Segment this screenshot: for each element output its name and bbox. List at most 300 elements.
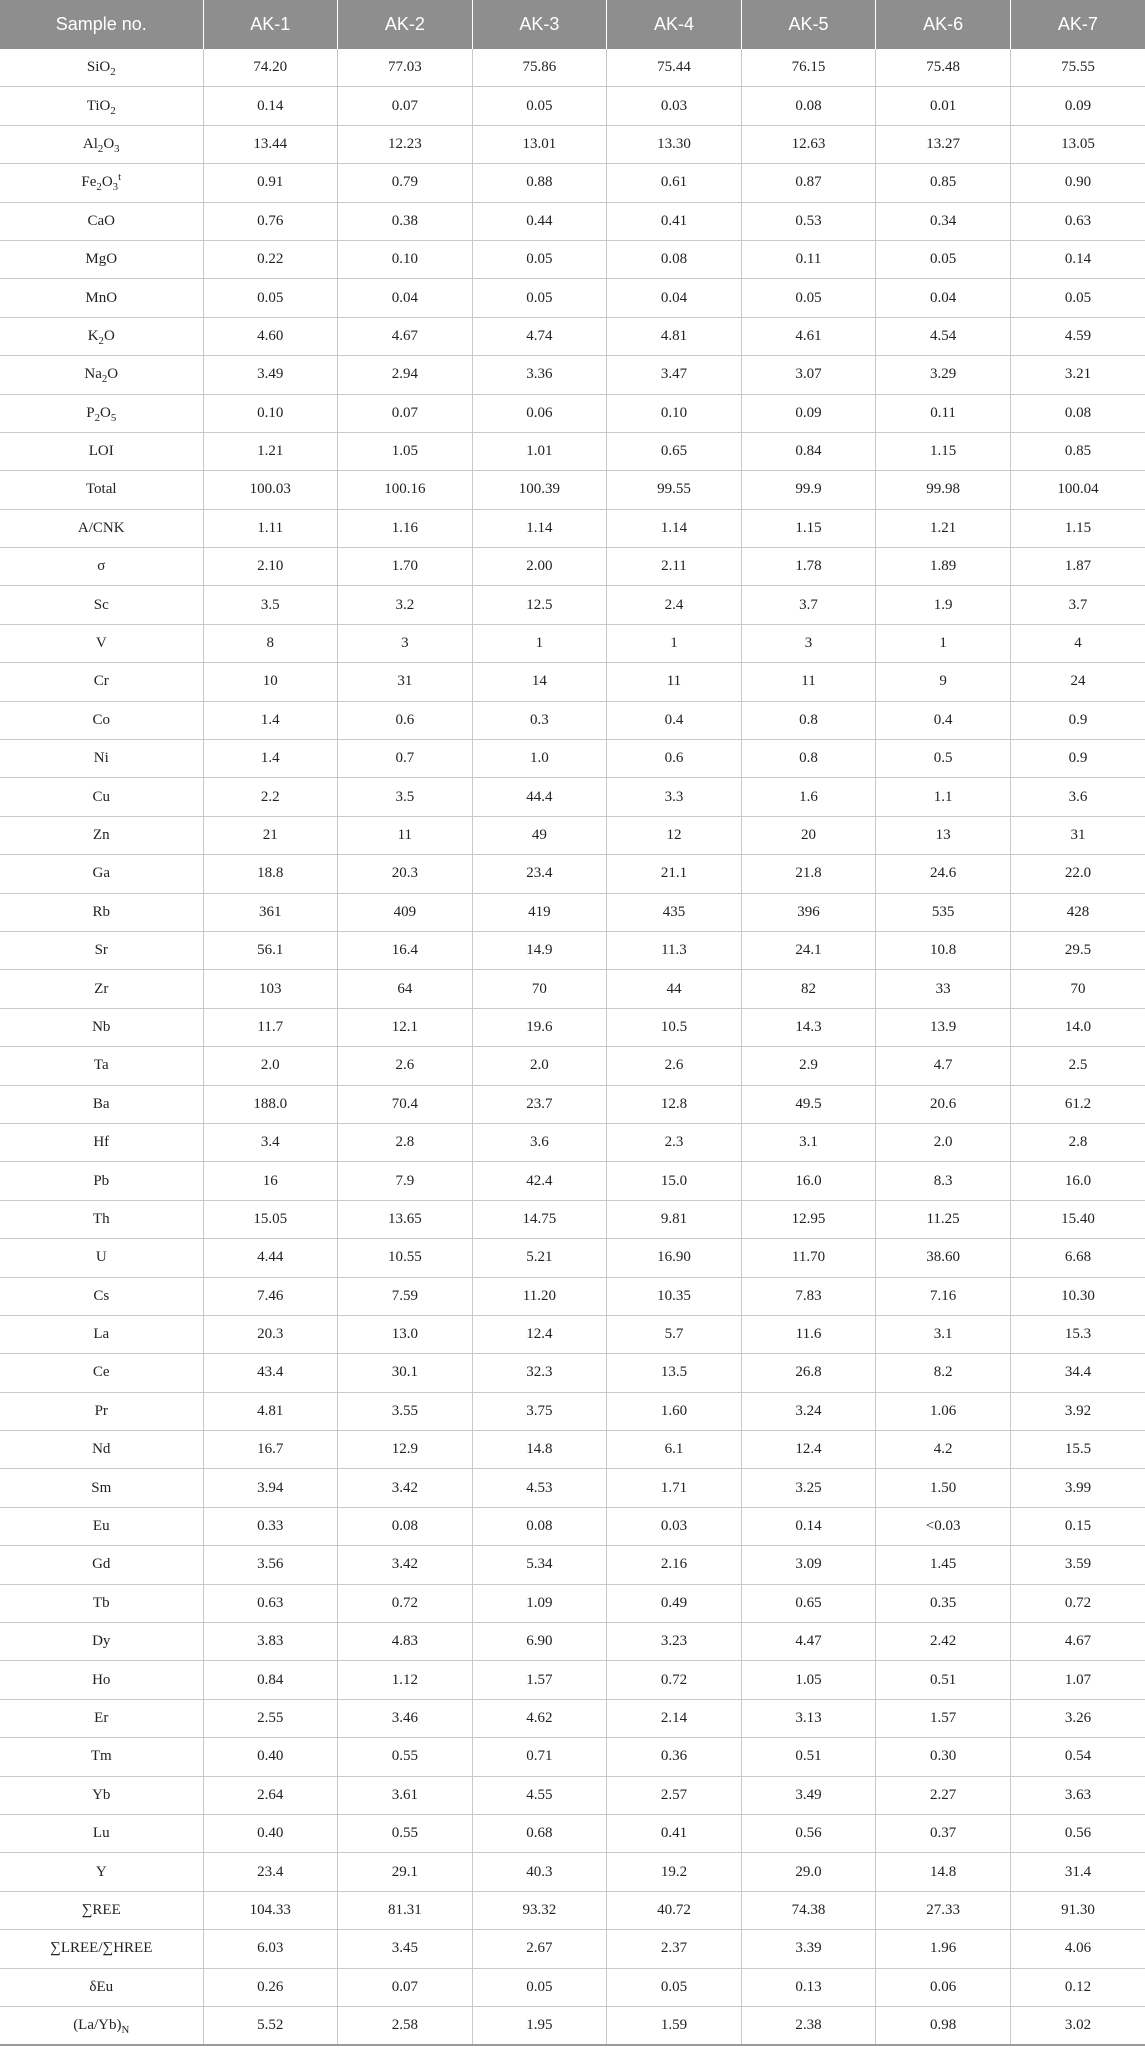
value-cell: 75.55 [1010,49,1145,87]
table-row [0,1507,1145,1545]
row-label-cell [0,701,203,739]
value-cell: 13.5 [607,1354,742,1392]
value-cell: 12.8 [607,1085,742,1123]
value-cell: 15.5 [1010,1431,1145,1469]
value-cell: 34.4 [1010,1354,1145,1392]
value-cell: 0.79 [338,164,473,202]
value-cell: 20 [741,816,876,854]
value-cell: 5.21 [472,1239,607,1277]
row-label-part: Sm [91,1479,112,1496]
table-row [0,586,1145,624]
value-cell: 10 [203,663,338,701]
value-cell: 0.71 [472,1738,607,1776]
value-cell: 13.9 [876,1008,1011,1046]
row-label-part: Ta [93,1057,109,1074]
row-label-cell [0,740,203,778]
table-row [0,1853,1145,1891]
value-cell: 1.6 [741,778,876,816]
value-cell: 16.90 [607,1239,742,1277]
value-cell: 3.46 [338,1699,473,1737]
row-label-cell [0,1469,203,1507]
value-cell: 0.04 [607,279,742,317]
row-label-cell [0,2006,203,2045]
value-cell: 91.30 [1010,1891,1145,1929]
value-cell: 77.03 [338,49,473,87]
value-cell: 0.07 [338,87,473,125]
row-label-part: Nd [92,1441,111,1458]
value-cell: 0.12 [1010,1968,1145,2006]
value-cell: 0.55 [338,1814,473,1852]
value-cell: 0.05 [472,279,607,317]
row-label-part: Zr [94,980,109,997]
value-cell: 361 [203,893,338,931]
value-cell: 15.05 [203,1200,338,1238]
value-cell: 75.48 [876,49,1011,87]
value-cell: 3.09 [741,1546,876,1584]
value-cell: 33 [876,970,1011,1008]
row-label-part: (La/Yb) [73,2017,122,2034]
value-cell: 2.38 [741,2006,876,2045]
value-cell: 4.59 [1010,317,1145,355]
value-cell: 44 [607,970,742,1008]
value-cell: 2.14 [607,1699,742,1737]
value-cell: 3.2 [338,586,473,624]
value-cell: 4.67 [338,317,473,355]
value-cell: 0.08 [472,1507,607,1545]
value-cell: 1.95 [472,2006,607,2045]
value-cell: 40.72 [607,1891,742,1929]
row-label-part: Rb [92,903,110,920]
value-cell: 0.40 [203,1738,338,1776]
value-cell: 8 [203,624,338,662]
value-cell: 13.44 [203,125,338,163]
value-cell: 2.0 [876,1123,1011,1161]
row-label-part: V [95,635,107,652]
row-label-part: 2 [96,181,102,194]
row-label-cell [0,49,203,87]
table-row [0,1239,1145,1277]
row-label-part: Gd [92,1556,111,1573]
table-row [0,1123,1145,1161]
value-cell: 0.05 [472,1968,607,2006]
value-cell: 10.8 [876,931,1011,969]
value-cell: 99.55 [607,471,742,509]
row-label-part: Sr [94,942,108,959]
value-cell: 2.9 [741,1047,876,1085]
value-cell: 0.8 [741,740,876,778]
value-cell: 100.04 [1010,471,1145,509]
value-cell: 0.10 [203,394,338,432]
value-cell: 0.55 [338,1738,473,1776]
value-cell: 0.41 [607,202,742,240]
value-cell: 14.9 [472,931,607,969]
value-cell: 20.3 [203,1315,338,1353]
value-cell: 1.96 [876,1930,1011,1968]
value-cell: 2.57 [607,1776,742,1814]
value-cell: 31 [338,663,473,701]
table-row [0,317,1145,355]
value-cell: 10.30 [1010,1277,1145,1315]
value-cell: 0.04 [876,279,1011,317]
value-cell: 12.4 [472,1315,607,1353]
row-label-cell [0,164,203,202]
row-label-part: SiO [86,59,111,76]
value-cell: 0.07 [338,394,473,432]
row-label-part: 2 [98,334,104,347]
row-label-cell [0,1431,203,1469]
value-cell: 0.05 [472,87,607,125]
value-cell: 100.03 [203,471,338,509]
row-label-cell [0,816,203,854]
value-cell: 0.07 [338,1968,473,2006]
value-cell: 99.98 [876,471,1011,509]
value-cell: 23.4 [472,855,607,893]
value-cell: 14.8 [876,1853,1011,1891]
value-cell: 3.99 [1010,1469,1145,1507]
value-cell: 1.12 [338,1661,473,1699]
value-cell: 20.6 [876,1085,1011,1123]
value-cell: 4.67 [1010,1623,1145,1661]
row-label-cell [0,1623,203,1661]
value-cell: 26.8 [741,1354,876,1392]
value-cell: 1 [472,624,607,662]
value-cell: 11.70 [741,1239,876,1277]
row-label-cell [0,1699,203,1737]
value-cell: 0.13 [741,1968,876,2006]
value-cell: 0.5 [876,740,1011,778]
row-label-part: Cu [92,788,110,805]
value-cell: 2.10 [203,548,338,586]
value-cell: 24.1 [741,931,876,969]
value-cell: 7.16 [876,1277,1011,1315]
value-cell: 3.21 [1010,356,1145,394]
value-cell: 16.7 [203,1431,338,1469]
row-label-cell [0,1507,203,1545]
value-cell: 1.70 [338,548,473,586]
row-label-part: 2 [97,142,104,155]
value-cell: 3.02 [1010,2006,1145,2045]
value-cell: 14.0 [1010,1008,1145,1046]
value-cell: 0.05 [1010,279,1145,317]
value-cell: 10.35 [607,1277,742,1315]
value-cell: 3.07 [741,356,876,394]
value-cell: 428 [1010,893,1145,931]
row-label-cell [0,317,203,355]
row-label-cell [0,471,203,509]
row-label-part: Yb [92,1786,111,1803]
value-cell: 0.14 [1010,240,1145,278]
row-label-part: K [87,327,99,344]
table-body [0,49,1145,2045]
row-label-part: O [103,135,115,152]
value-cell: 0.6 [607,740,742,778]
value-cell: 0.34 [876,202,1011,240]
row-label-part: N [121,2024,130,2037]
value-cell: 6.90 [472,1623,607,1661]
table-row [0,1776,1145,1814]
value-cell: 2.94 [338,356,473,394]
value-cell: 12.4 [741,1431,876,1469]
value-cell: 3.36 [472,356,607,394]
row-label-part: 2 [94,411,100,424]
table-row [0,49,1145,87]
value-cell: 3.26 [1010,1699,1145,1737]
row-label-cell [0,1738,203,1776]
row-label-part: CaO [87,212,115,229]
value-cell: 2.0 [203,1047,338,1085]
value-cell: 13.05 [1010,125,1145,163]
table-row [0,816,1145,854]
value-cell: 0.3 [472,701,607,739]
header-sample-cell: AK-4 [607,0,742,49]
row-label-part: Pb [93,1172,110,1189]
value-cell: 0.91 [203,164,338,202]
table-row [0,87,1145,125]
value-cell: 1.57 [472,1661,607,1699]
value-cell: 1.89 [876,548,1011,586]
row-label-part: 2 [110,66,116,79]
row-label-part: Er [94,1709,109,1726]
value-cell: 1.06 [876,1392,1011,1430]
value-cell: 3.39 [741,1930,876,1968]
row-label-cell [0,1392,203,1430]
value-cell: 0.10 [607,394,742,432]
row-label-part: MnO [85,289,118,306]
value-cell: 24.6 [876,855,1011,893]
value-cell: 0.63 [1010,202,1145,240]
value-cell: 0.63 [203,1584,338,1622]
value-cell: 12.9 [338,1431,473,1469]
value-cell: 1.14 [607,509,742,547]
value-cell: 3.6 [1010,778,1145,816]
value-cell: 43.4 [203,1354,338,1392]
row-label-part: O [101,174,113,191]
value-cell: 11.7 [203,1008,338,1046]
value-cell: 12.63 [741,125,876,163]
value-cell: 0.01 [876,87,1011,125]
value-cell: 2.3 [607,1123,742,1161]
value-cell: 0.11 [876,394,1011,432]
value-cell: 0.08 [741,87,876,125]
value-cell: 396 [741,893,876,931]
row-label-part: Cr [93,673,109,690]
value-cell: 4.54 [876,317,1011,355]
value-cell: 18.8 [203,855,338,893]
value-cell: 4.2 [876,1431,1011,1469]
table-row [0,855,1145,893]
value-cell: 32.3 [472,1354,607,1392]
value-cell: 12.1 [338,1008,473,1046]
value-cell: 4.7 [876,1047,1011,1085]
value-cell: 0.15 [1010,1507,1145,1545]
row-label-part: 2 [110,104,116,117]
header-sample-cell: AK-2 [338,0,473,49]
value-cell: 44.4 [472,778,607,816]
value-cell: 49.5 [741,1085,876,1123]
table-row [0,970,1145,1008]
value-cell: 6.03 [203,1930,338,1968]
value-cell: 5.7 [607,1315,742,1353]
value-cell: 1.50 [876,1469,1011,1507]
value-cell: 21.1 [607,855,742,893]
row-label-part: 3 [112,181,119,194]
value-cell: 3.92 [1010,1392,1145,1430]
value-cell: 2.11 [607,548,742,586]
value-cell: 3.5 [338,778,473,816]
value-cell: 1.4 [203,701,338,739]
value-cell: 0.72 [1010,1584,1145,1622]
value-cell: 1.60 [607,1392,742,1430]
value-cell: 0.72 [607,1661,742,1699]
table-row [0,1162,1145,1200]
value-cell: 3.45 [338,1930,473,1968]
row-label-cell [0,394,203,432]
value-cell: 1.21 [876,509,1011,547]
value-cell: 74.38 [741,1891,876,1929]
value-cell: 5.34 [472,1546,607,1584]
table-row [0,701,1145,739]
value-cell: 0.84 [203,1661,338,1699]
value-cell: 2.8 [338,1123,473,1161]
row-label-cell [0,1008,203,1046]
value-cell: 1.16 [338,509,473,547]
value-cell: 13.0 [338,1315,473,1353]
row-label-part: Ho [92,1671,111,1688]
value-cell: 14.8 [472,1431,607,1469]
value-cell: 1.09 [472,1584,607,1622]
value-cell: 19.2 [607,1853,742,1891]
value-cell: 0.40 [203,1814,338,1852]
value-cell: 1.9 [876,586,1011,624]
value-cell: 1.11 [203,509,338,547]
value-cell: 3.49 [741,1776,876,1814]
value-cell: 42.4 [472,1162,607,1200]
value-cell: 15.3 [1010,1315,1145,1353]
row-label-part: Ba [92,1095,110,1112]
row-label-cell [0,586,203,624]
table-row [0,1277,1145,1315]
value-cell: 14.75 [472,1200,607,1238]
value-cell: 2.55 [203,1699,338,1737]
header-sample-cell: AK-7 [1010,0,1145,49]
value-cell: 3.56 [203,1546,338,1584]
table-row [0,1891,1145,1929]
row-label-cell [0,1546,203,1584]
row-label-cell [0,1776,203,1814]
table-row [0,1930,1145,1968]
value-cell: 13.65 [338,1200,473,1238]
value-cell: 12 [607,816,742,854]
row-label-part: Tb [92,1594,110,1611]
row-label-part: U [95,1249,107,1266]
row-label-part: Ce [92,1364,110,1381]
table-row [0,778,1145,816]
row-label-cell [0,893,203,931]
table-row [0,1200,1145,1238]
table-row [0,931,1145,969]
header-sample-cell: AK-6 [876,0,1011,49]
value-cell: 11.6 [741,1315,876,1353]
table-row [0,1699,1145,1737]
table-row [0,1623,1145,1661]
value-cell: 0.11 [741,240,876,278]
value-cell: 10.55 [338,1239,473,1277]
row-label-cell [0,931,203,969]
row-label-part: Cs [93,1287,110,1304]
value-cell: 0.49 [607,1584,742,1622]
value-cell: 0.44 [472,202,607,240]
value-cell: 11.20 [472,1277,607,1315]
value-cell: 2.00 [472,548,607,586]
table-row [0,356,1145,394]
value-cell: 75.86 [472,49,607,87]
row-label-part: 3 [114,142,120,155]
value-cell: 1.57 [876,1699,1011,1737]
value-cell: 0.65 [741,1584,876,1622]
header-label-cell: Sample no. [0,0,203,49]
value-cell: 2.37 [607,1930,742,1968]
value-cell: 6.1 [607,1431,742,1469]
value-cell: 3.1 [876,1315,1011,1353]
value-cell: 0.85 [1010,432,1145,470]
value-cell: 0.88 [472,164,607,202]
row-label-cell [0,1354,203,1392]
row-label-part: TiO [86,97,111,114]
value-cell: 23.4 [203,1853,338,1891]
table-row [0,125,1145,163]
row-label-cell [0,509,203,547]
value-cell: 1.87 [1010,548,1145,586]
row-label-part: 2 [101,373,108,386]
table-row [0,663,1145,701]
value-cell: 0.8 [741,701,876,739]
value-cell: 0.08 [607,240,742,278]
value-cell: 3.47 [607,356,742,394]
row-label-part: Th [92,1210,110,1227]
table-row [0,202,1145,240]
value-cell: 2.64 [203,1776,338,1814]
value-cell: 1.15 [741,509,876,547]
value-cell: 3 [741,624,876,662]
value-cell: 100.16 [338,471,473,509]
value-cell: 8.2 [876,1354,1011,1392]
value-cell: 4.47 [741,1623,876,1661]
value-cell: 29.5 [1010,931,1145,969]
value-cell: 2.58 [338,2006,473,2045]
row-label-cell [0,1239,203,1277]
value-cell: 0.72 [338,1584,473,1622]
value-cell: 31.4 [1010,1853,1145,1891]
value-cell: 13 [876,816,1011,854]
value-cell: 2.6 [338,1047,473,1085]
value-cell: 74.20 [203,49,338,87]
value-cell: 2.16 [607,1546,742,1584]
row-label-cell [0,1891,203,1929]
value-cell: 1.0 [472,740,607,778]
row-label-cell [0,1930,203,1968]
row-label-cell [0,1661,203,1699]
value-cell: 0.98 [876,2006,1011,2045]
value-cell: 4.61 [741,317,876,355]
table-row [0,1469,1145,1507]
value-cell: 0.05 [876,240,1011,278]
value-cell: 103 [203,970,338,1008]
value-cell: 0.54 [1010,1738,1145,1776]
value-cell: 3.94 [203,1469,338,1507]
value-cell: 1.4 [203,740,338,778]
value-cell: 2.6 [607,1047,742,1085]
value-cell: 0.7 [338,740,473,778]
